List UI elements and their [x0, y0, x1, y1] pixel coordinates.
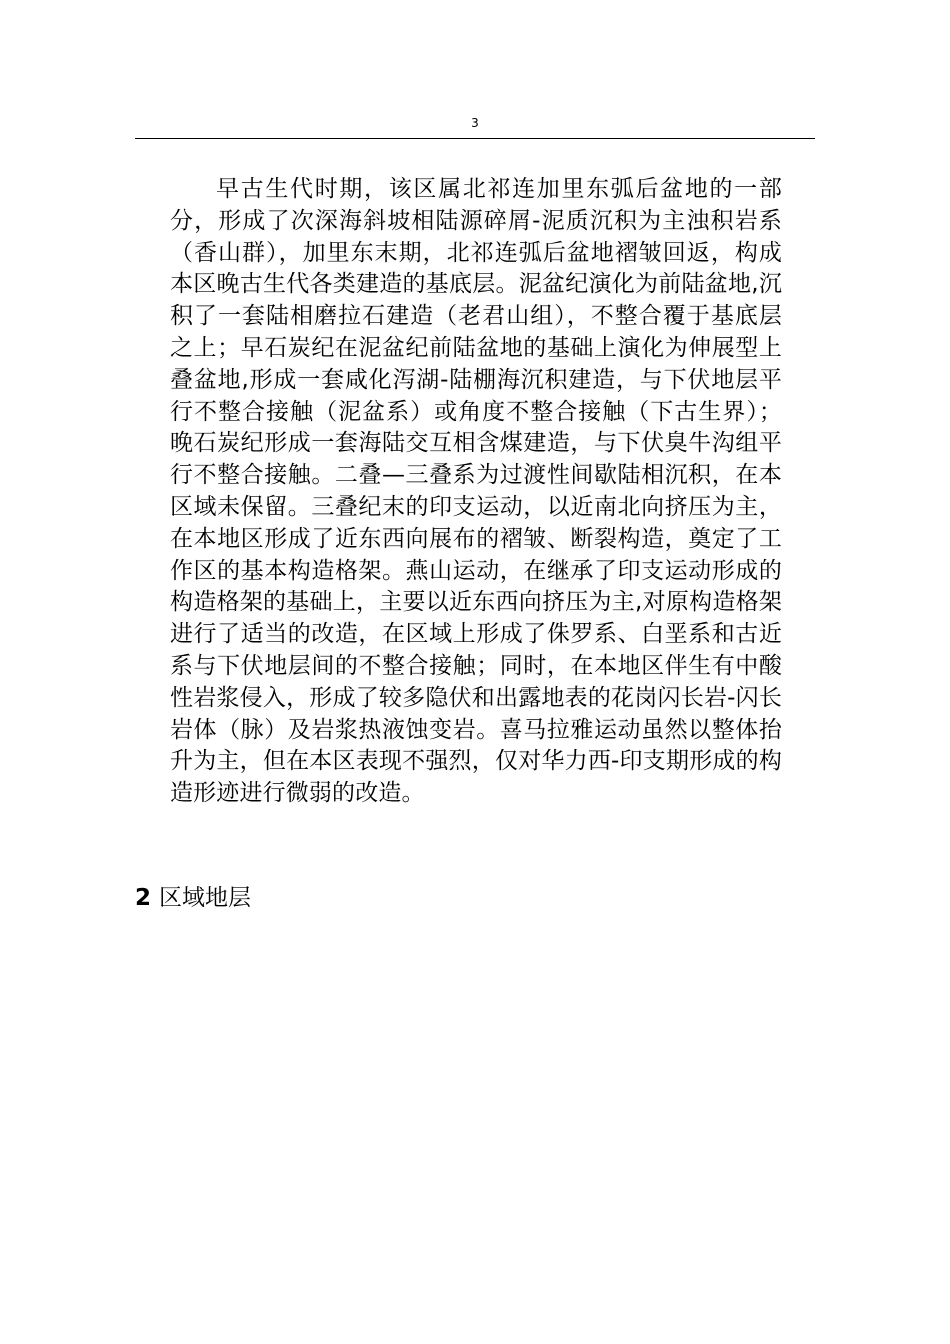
- page-header: [135, 112, 815, 139]
- body-paragraph: 早古生代时期，该区属北祁连加里东弧后盆地的一部分，形成了次深海斜坡相陆源碎屑-泥质沉积为主浊积岩系（香山群），加里东末期，北祁连弧后盆地褶皱回返，构成本区晚古生代各类建造的基底层。泥盆纪演化为前陆盆地,沉积了一套陆相磨拉石建造（老君山组），不整合覆于基底层之上；早石炭纪在泥盆纪前陆盆地的基础上演化为伸展型上叠盆地,形成一套咸化泻湖-陆棚海沉积建造，与下伏地层平行不整合接触（泥盆系）或角度不整合接触（下古生界）；晚石炭纪形成一套海陆交互相含煤建造，与下伏臭牛沟组平行不整合接触。二叠—三叠系为过渡性间歇陆相沉积，在本区域未保留。三叠纪末的印支运动，以近南北向挤压为主，在本地区形成了近东西向展布的褶皱、断裂构造，奠定了工作区的基本构造格架。燕山运动，在继承了印支运动形成的构造格架的基础上，主要以近东西向挤压为主,对原构造格架进行了适当的改造，在区域上形成了侏罗系、白垩系和古近系与下伏地层间的不整合接触；同时，在本地区伴生有中酸性岩浆侵入，形成了较多隐伏和出露地表的花岗闪长岩-闪长岩体（脉）及岩浆热液蚀变岩。喜马拉雅运动虽然以整体抬升为主，但在本区表现不强烈，仅对华力西-印支期形成的构造形迹进行微弱的改造。: [170, 176, 782, 807]
- section-number: 2: [135, 885, 152, 911]
- page-number: 3: [471, 116, 479, 130]
- section-title: 区域地层: [159, 885, 252, 911]
- section-heading: [135, 882, 251, 914]
